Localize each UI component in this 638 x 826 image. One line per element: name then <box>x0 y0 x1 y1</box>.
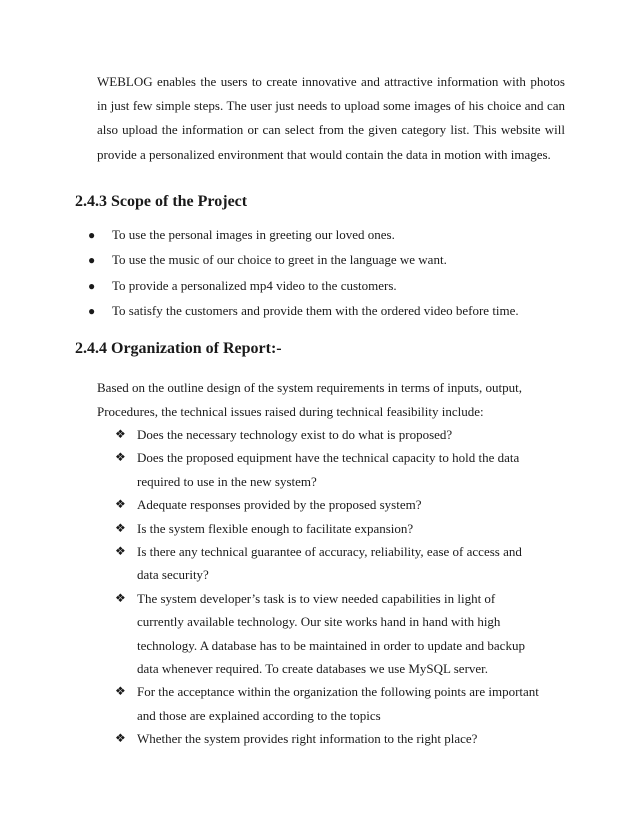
diamond-bullet-icon: ❖ <box>115 684 126 699</box>
section-heading-scope: 2.4.3 Scope of the Project <box>75 193 248 210</box>
list-item-line: Does the necessary technology exist to do what is proposed? <box>137 427 453 442</box>
list-item-line: technology. A database has to be maintained in order to update and backup <box>137 637 525 653</box>
list-item <box>115 727 575 750</box>
list-item <box>88 247 568 272</box>
list-item-line: data whenever required. To create databases we use MySQL server. <box>137 660 489 676</box>
diamond-bullet-icon: ❖ <box>115 427 126 441</box>
diamond-bullet-icon: ❖ <box>115 731 126 746</box>
list-item-line: Adequate responses provided by the proposed system? <box>137 497 422 513</box>
bullet-dot-icon: ● <box>88 303 96 318</box>
list-item-line: Is the system flexible enough to facilitate expansion? <box>137 520 414 536</box>
list-item <box>115 446 575 493</box>
list-item-text: To use the music of our choice to greet in the language we want. <box>112 252 447 268</box>
organization-intro-paragraph <box>97 376 567 424</box>
list-item <box>115 423 575 446</box>
list-item-text: To provide a personalized mp4 video to the customers. <box>112 277 397 293</box>
list-item-text: To use the personal images in greeting our loved ones. <box>112 227 395 242</box>
diamond-bullet-icon: ❖ <box>115 590 126 605</box>
list-item-line: Whether the system provides right information to the right place? <box>137 731 478 747</box>
list-item <box>115 493 575 516</box>
bullet-dot-icon: ● <box>88 278 96 293</box>
list-item-line: For the acceptance within the organization the following points are important <box>137 684 539 700</box>
organization-diamond-list <box>115 423 575 750</box>
list-item-line: and those are explained according to the topics <box>137 707 381 723</box>
list-item-line: data security? <box>137 567 209 583</box>
diamond-bullet-icon: ❖ <box>115 520 126 535</box>
list-item-text: To satisfy the customers and provide them with the ordered video before time. <box>112 302 519 318</box>
list-item <box>88 298 568 323</box>
intro-paragraph: WEBLOG enables the users to create innovative and attractive information with photos in just few simple steps. The user just needs to upload some images of his choice and can also upload the information or can select from the given category list. This website will provide a personalized environment that would contain the data in motion with images. <box>97 74 565 162</box>
list-item-line: required to use in the new system? <box>137 473 317 489</box>
scope-bullet-list <box>88 222 568 323</box>
list-item <box>88 222 568 247</box>
paragraph-line: Procedures, the technical issues raised during technical feasibility include: <box>97 404 484 419</box>
list-item <box>115 540 575 587</box>
diamond-bullet-icon: ❖ <box>115 450 126 465</box>
paragraph-line: Based on the outline design of the system requirements in terms of inputs, output, <box>97 380 522 395</box>
diamond-bullet-icon: ❖ <box>115 543 126 558</box>
list-item <box>88 273 568 298</box>
diamond-bullet-icon: ❖ <box>115 497 126 512</box>
list-item-line: Is there any technical guarantee of accuracy, reliability, ease of access and <box>137 543 522 559</box>
bullet-dot-icon: ● <box>88 253 96 268</box>
section-heading-organization: 2.4.4 Organization of Report:- <box>75 340 282 357</box>
list-item <box>115 680 575 727</box>
bullet-dot-icon: ● <box>88 228 96 242</box>
list-item <box>115 517 575 540</box>
list-item-line: Does the proposed equipment have the technical capacity to hold the data <box>137 450 520 466</box>
list-item <box>115 587 575 681</box>
list-item-line: The system developer’s task is to view needed capabilities in light of <box>137 590 496 606</box>
list-item-line: currently available technology. Our site works hand in hand with high <box>137 614 501 630</box>
